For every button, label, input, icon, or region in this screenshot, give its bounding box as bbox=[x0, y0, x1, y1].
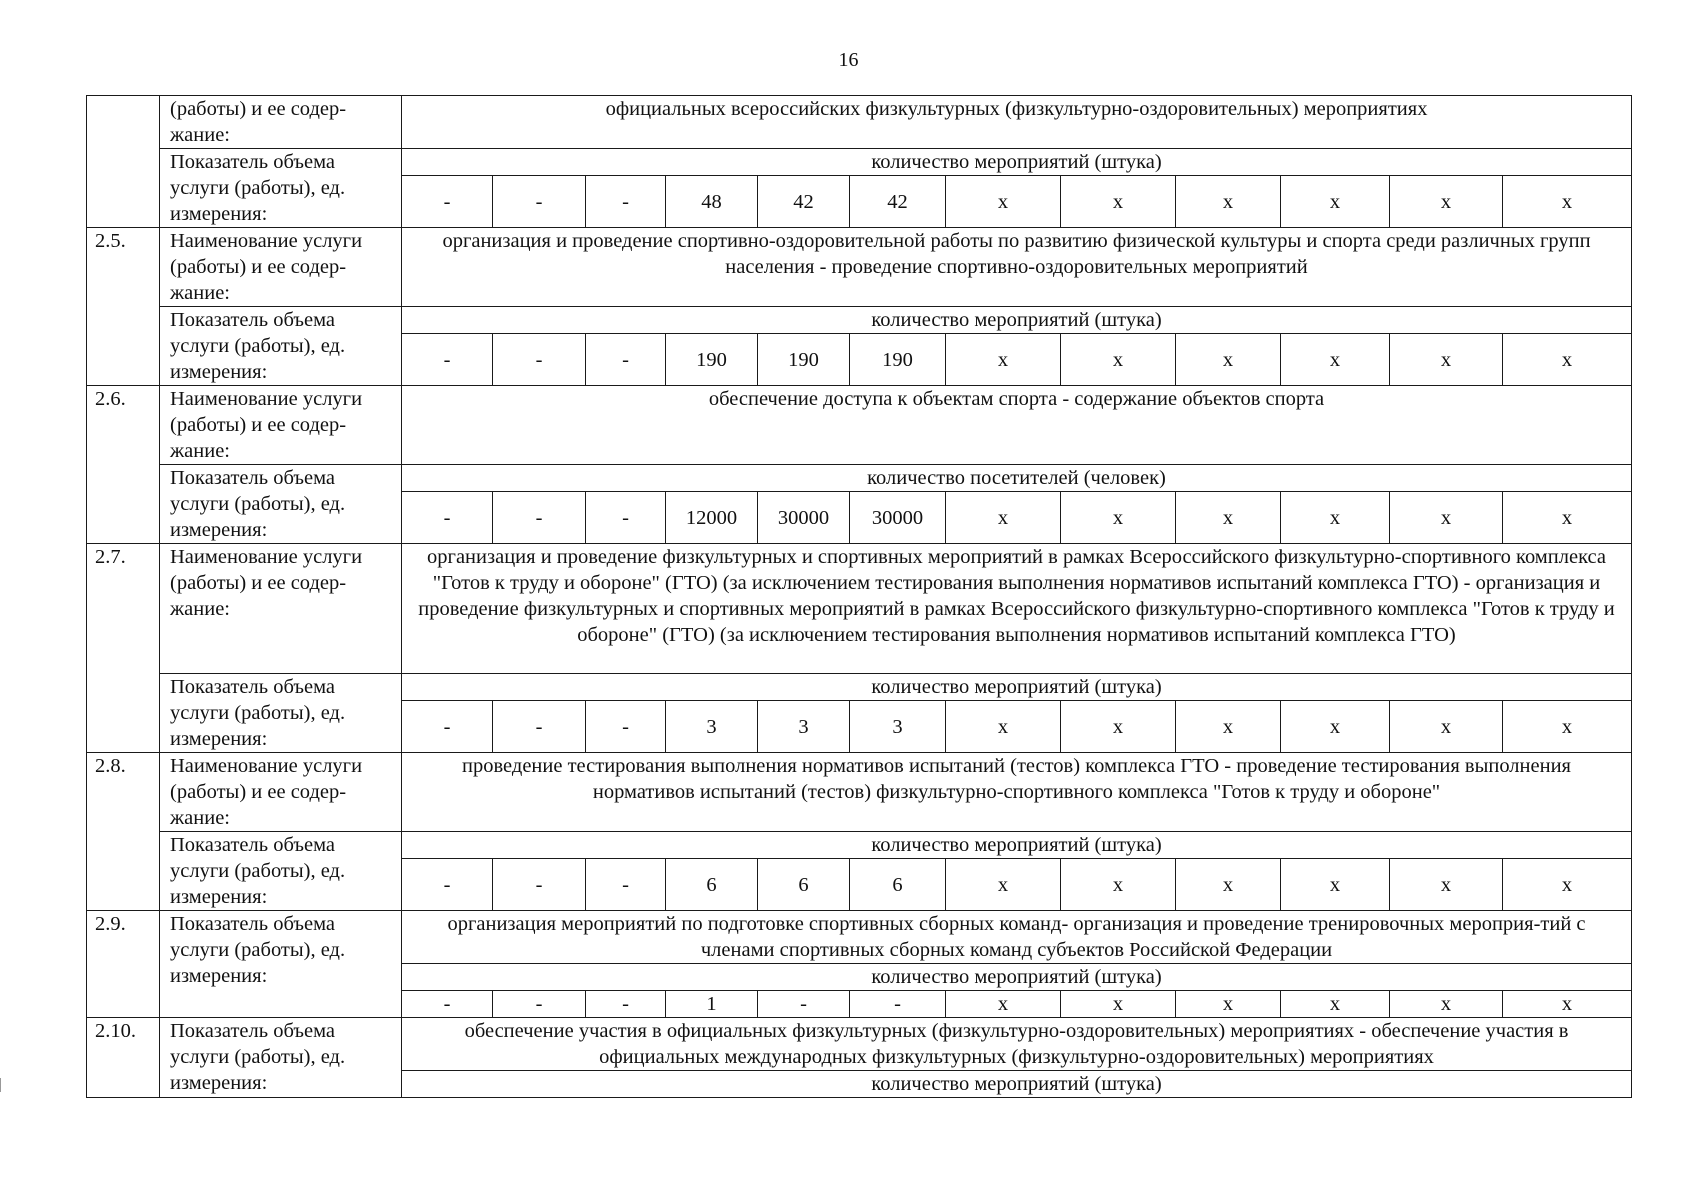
value-cell: х bbox=[1503, 176, 1632, 228]
value-cell: 190 bbox=[850, 334, 946, 386]
value-cell: х bbox=[1503, 991, 1632, 1018]
value-cell: х bbox=[1061, 859, 1176, 911]
row-number: 2.9. bbox=[87, 911, 160, 1018]
service-name-label: Наименование услуги (работы) и ее содер- жание: bbox=[160, 228, 402, 307]
value-cell: - bbox=[586, 991, 666, 1018]
value-cell: х bbox=[1281, 859, 1390, 911]
table-row bbox=[87, 465, 1632, 492]
value-cell: - bbox=[493, 991, 586, 1018]
table-row bbox=[87, 911, 1632, 964]
unit-of-measure: количество мероприятий (штука) bbox=[402, 149, 1632, 176]
table-row bbox=[87, 386, 1632, 465]
value-cell: х bbox=[1176, 492, 1281, 544]
service-name-text: официальных всероссийских физкультурных (физкультурно-оздоровительных) мероприятиях bbox=[402, 96, 1632, 149]
value-cell: х bbox=[1176, 859, 1281, 911]
service-name-label: Наименование услуги (работы) и ее содер- жание: bbox=[160, 544, 402, 674]
margin-mark bbox=[0, 1078, 7, 1092]
table-row bbox=[87, 544, 1632, 674]
value-cell: х bbox=[946, 859, 1061, 911]
value-cell: х bbox=[1281, 492, 1390, 544]
service-name-text: обеспечение доступа к объектам спорта - содержание объектов спорта bbox=[402, 386, 1632, 465]
value-cell: х bbox=[1503, 492, 1632, 544]
page-number: 16 bbox=[838, 49, 859, 71]
value-cell: - bbox=[402, 701, 493, 753]
value-cell: - bbox=[402, 991, 493, 1018]
table-row bbox=[87, 228, 1632, 307]
value-cell: 1 bbox=[666, 991, 758, 1018]
unit-of-measure: количество мероприятий (штука) bbox=[402, 674, 1632, 701]
value-cell: х bbox=[1281, 176, 1390, 228]
table-body bbox=[87, 96, 1632, 1098]
volume-indicator-label: Показатель объема услуги (работы), ед. измерения: bbox=[160, 674, 402, 753]
row-number bbox=[87, 96, 160, 228]
value-cell: - bbox=[586, 701, 666, 753]
value-cell: х bbox=[1390, 492, 1503, 544]
value-cell: - bbox=[586, 492, 666, 544]
value-cell: - bbox=[586, 859, 666, 911]
unit-of-measure: количество мероприятий (штука) bbox=[402, 832, 1632, 859]
table-row bbox=[87, 1018, 1632, 1071]
value-cell: 48 bbox=[666, 176, 758, 228]
value-cell: х bbox=[1503, 701, 1632, 753]
row-number: 2.8. bbox=[87, 753, 160, 911]
table-row bbox=[87, 674, 1632, 701]
value-cell: - bbox=[493, 492, 586, 544]
value-cell: - bbox=[586, 176, 666, 228]
table-row bbox=[87, 149, 1632, 176]
value-cell: - bbox=[402, 492, 493, 544]
service-name-label: (работы) и ее содер- жание: bbox=[160, 96, 402, 149]
value-cell: 3 bbox=[850, 701, 946, 753]
service-name-text: организация мероприятий по подготовке спортивных сборных команд- организация и проведение тренировочных мероприя-тий с членами спортивных сборных команд субъектов Российской Федерации bbox=[402, 911, 1632, 964]
value-cell: х bbox=[1061, 991, 1176, 1018]
value-cell: х bbox=[1390, 176, 1503, 228]
service-name-text: организация и проведение физкультурных и спортивных мероприятий в рамках Всероссийского физкультурно-спортивного комплекса "Готов к труду и обороне" (ГТО) (за исключением тестирования выполнения нормативов испытаний комплекса ГТО) - организация и проведение физкультурных и спортивных мероприятий в рамках Всероссийского физкультурно-спортивного комплекса "Готов к труду и обороне" (ГТО) (за исключением тестирования выполнения нормативов испытаний комплекса ГТО) bbox=[402, 544, 1632, 674]
value-cell: - bbox=[402, 176, 493, 228]
value-cell: х bbox=[1176, 176, 1281, 228]
value-cell: 190 bbox=[666, 334, 758, 386]
value-cell: х bbox=[1176, 701, 1281, 753]
value-cell: 6 bbox=[666, 859, 758, 911]
value-cell: х bbox=[1390, 701, 1503, 753]
service-name-text: обеспечение участия в официальных физкультурных (физкультурно-оздоровительных) мероприятиях - обеспечение участия в официальных международных физкультурных (физкультурно-оздоровительных) мероприятиях bbox=[402, 1018, 1632, 1071]
value-cell: 42 bbox=[850, 176, 946, 228]
value-cell: - bbox=[402, 859, 493, 911]
value-cell: - bbox=[493, 701, 586, 753]
value-cell: х bbox=[1061, 176, 1176, 228]
value-cell: х bbox=[1061, 701, 1176, 753]
value-cell: 6 bbox=[850, 859, 946, 911]
service-name-label: Наименование услуги (работы) и ее содер- жание: bbox=[160, 753, 402, 832]
services-table bbox=[86, 95, 1632, 1098]
value-cell: 3 bbox=[758, 701, 850, 753]
value-cell: х bbox=[1503, 334, 1632, 386]
volume-indicator-label: Показатель объема услуги (работы), ед. измерения: bbox=[160, 1018, 402, 1098]
row-number: 2.5. bbox=[87, 228, 160, 386]
value-cell: 30000 bbox=[850, 492, 946, 544]
volume-indicator-label: Показатель объема услуги (работы), ед. измерения: bbox=[160, 911, 402, 1018]
value-cell: х bbox=[1281, 991, 1390, 1018]
value-cell: х bbox=[1281, 701, 1390, 753]
value-cell: х bbox=[1390, 991, 1503, 1018]
row-number: 2.6. bbox=[87, 386, 160, 544]
unit-of-measure: количество мероприятий (штука) bbox=[402, 964, 1632, 991]
value-cell: - bbox=[586, 334, 666, 386]
volume-indicator-label: Показатель объема услуги (работы), ед. измерения: bbox=[160, 149, 402, 228]
value-cell: х bbox=[1176, 334, 1281, 386]
value-cell: х bbox=[1281, 334, 1390, 386]
value-cell: 30000 bbox=[758, 492, 850, 544]
row-number: 2.7. bbox=[87, 544, 160, 753]
value-cell: х bbox=[946, 492, 1061, 544]
value-cell: х bbox=[1390, 334, 1503, 386]
value-cell: х bbox=[1176, 991, 1281, 1018]
value-cell: х bbox=[946, 334, 1061, 386]
value-cell: - bbox=[850, 991, 946, 1018]
value-cell: х bbox=[1503, 859, 1632, 911]
value-cell: 42 bbox=[758, 176, 850, 228]
value-cell: 190 bbox=[758, 334, 850, 386]
service-name-text: организация и проведение спортивно-оздоровительной работы по развитию физической культуры и спорта среди различных групп населения - проведение спортивно-оздоровительных мероприятий bbox=[402, 228, 1632, 307]
service-name-label: Наименование услуги (работы) и ее содер- жание: bbox=[160, 386, 402, 465]
table-row bbox=[87, 832, 1632, 859]
service-name-text: проведение тестирования выполнения нормативов испытаний (тестов) комплекса ГТО - проведение тестирования выполнения нормативов испытаний (тестов) физкультурно-спортивного комплекса "Готов к труду и обороне" bbox=[402, 753, 1632, 832]
value-cell: х bbox=[946, 701, 1061, 753]
volume-indicator-label: Показатель объема услуги (работы), ед. измерения: bbox=[160, 465, 402, 544]
value-cell: х bbox=[1390, 859, 1503, 911]
value-cell: 3 bbox=[666, 701, 758, 753]
row-number: 2.10. bbox=[87, 1018, 160, 1098]
value-cell: х bbox=[946, 176, 1061, 228]
value-cell: 6 bbox=[758, 859, 850, 911]
value-cell: - bbox=[402, 334, 493, 386]
value-cell: - bbox=[493, 176, 586, 228]
value-cell: - bbox=[493, 859, 586, 911]
unit-of-measure: количество посетителей (человек) bbox=[402, 465, 1632, 492]
table-row bbox=[87, 307, 1632, 334]
value-cell: х bbox=[1061, 334, 1176, 386]
table-row bbox=[87, 753, 1632, 832]
value-cell: 12000 bbox=[666, 492, 758, 544]
unit-of-measure: количество мероприятий (штука) bbox=[402, 1071, 1632, 1098]
volume-indicator-label: Показатель объема услуги (работы), ед. измерения: bbox=[160, 307, 402, 386]
table-row bbox=[87, 96, 1632, 149]
value-cell: х bbox=[946, 991, 1061, 1018]
value-cell: х bbox=[1061, 492, 1176, 544]
volume-indicator-label: Показатель объема услуги (работы), ед. измерения: bbox=[160, 832, 402, 911]
value-cell: - bbox=[758, 991, 850, 1018]
unit-of-measure: количество мероприятий (штука) bbox=[402, 307, 1632, 334]
value-cell: - bbox=[493, 334, 586, 386]
